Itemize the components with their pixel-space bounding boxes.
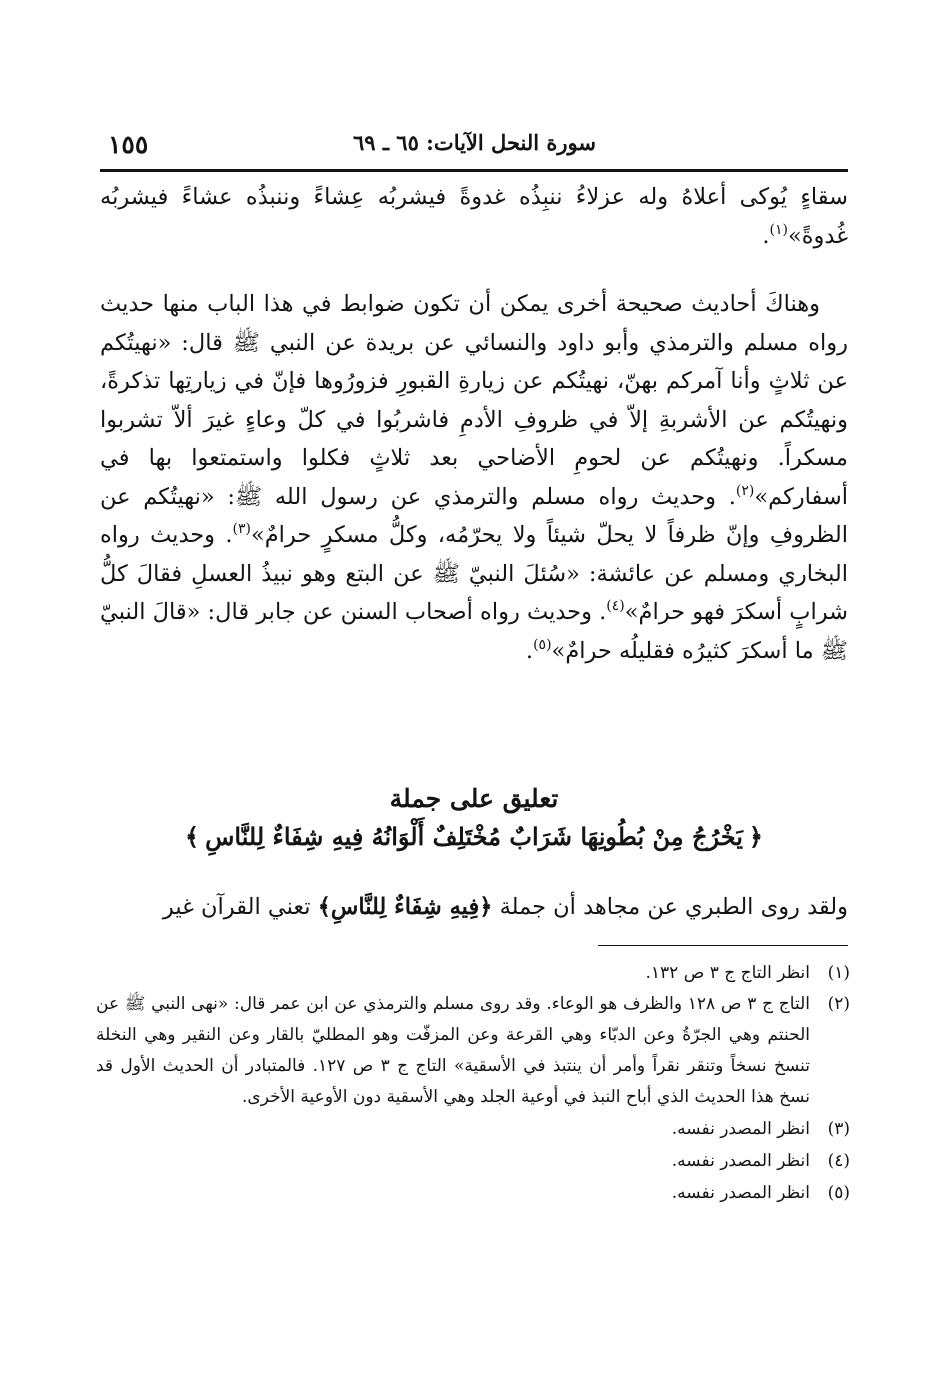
header-rule xyxy=(100,169,848,172)
footnote-3 xyxy=(96,1114,850,1145)
verse-text: يَخْرُجُ مِنْ بُطُونِهَا شَرَابٌ مُخْتَلِفٌ أَلْوَانُهُ فِيهِ شِفَاءٌ لِلنَّاسِ xyxy=(205,822,743,851)
paragraph-2-mid-1: . وحديث رواه مسلم والترمذي عن رسول الله ﷺ: «نهيتُكم عن الظروفِ وإنّ ظرفاً لا يحلّ شيئاً ولا يحرّمُه، وكلُّ مسكرٍ حرامٌ» xyxy=(100,483,848,548)
footnote-text: انظر المصدر نفسه. xyxy=(671,1151,810,1171)
footnote-number: (٤) xyxy=(827,1151,850,1171)
footnote-ref-5[interactable]: (٥) xyxy=(533,636,552,653)
footnote-text: التاج ج ٣ ص ١٢٨ والظرف هو الوعاء. وقد روى مسلم والترمذي عن ابن عمر قال: «نهى النبي ﷺ عن الحنتم وهي الجرّةُ وعن الدبّاء وهي القرعة وعن المزفّت وهو المطليّ بالقار وعن النقير وهي النخلة تنسخ نسخاً وتنقر نقراً وأمر أن ينتبذ في الأسقية» التاج ج ٣ ص ١٢٧. فالمتبادر أن الحديث الأول قد نسخ هذا الحديث الذي أباح النبذ في أوعية الجلد وهي الأسقية دون الأوعية الأخرى. xyxy=(96,994,810,1107)
paragraph-2 xyxy=(100,285,848,670)
paragraph-1-text: سقاءٍ يُوكى أعلاهُ وله عزلاءُ ننبِذُه غدوةً فيشربُه عِشاءً وننبذُه عشاءً فيشربُه غُدوةً» xyxy=(100,184,848,249)
paragraph-2-mid-2: . وحديث رواه البخاري ومسلم عن عائشة: «سُئلَ النبيّ ﷺ عن البتع وهو نبيذُ العسلِ فقالَ كلُّ شرابٍ أسكرَ فهو حرامٌ» xyxy=(100,522,849,625)
footnote-ref-3[interactable]: (٣) xyxy=(232,521,251,537)
section-paragraph-end: تعني القرآن غير xyxy=(162,894,311,920)
footnote-number: (٢) xyxy=(827,994,850,1014)
footnote-number: (٣) xyxy=(827,1119,850,1139)
footnotes xyxy=(96,958,850,1209)
body-text xyxy=(100,178,848,700)
section-title: تعليق على جملة xyxy=(389,784,559,813)
quran-bracket-close: ﴾ xyxy=(185,822,200,851)
running-header xyxy=(100,126,848,166)
paragraph-1-end: . xyxy=(762,222,770,249)
section-paragraph-quote: ﴿فِيهِ شِفَاءٌ لِلنَّاسِ﴾ xyxy=(317,894,493,920)
footnote-number: (٥) xyxy=(827,1183,850,1203)
footnote-text: انظر المصدر نفسه. xyxy=(671,1119,810,1139)
verse-line xyxy=(100,822,848,851)
footnote-4 xyxy=(96,1146,850,1177)
paragraph-2-mid-3: . وحديث رواه أصحاب السنن عن جابر قال: «قالَ النبيّ ﷺ ما أسكرَ كثيرُه فقليلُه حرامٌ» xyxy=(100,599,848,664)
footnote-5 xyxy=(96,1178,850,1209)
footnote-text: انظر المصدر نفسه. xyxy=(671,1183,810,1203)
paragraph-1 xyxy=(100,178,848,255)
paragraph-2-end: . xyxy=(525,637,534,664)
section-paragraph-start: ولقد روى الطبري عن مجاهد أن جملة xyxy=(499,894,848,920)
footnote-1 xyxy=(96,958,850,989)
section-paragraph xyxy=(100,888,848,926)
footnote-rule xyxy=(598,945,848,946)
paragraph-2-lead: وهناكَ أحاديث صحيحة أخرى يمكن أن تكون ضوابط في هذا الباب منها حديث رواه مسلم والترمذي وأبو داود والنسائي عن بريدة عن النبي ﷺ قال: «نهيتُكم عن ثلاثٍ وأنا آمركم بهنّ، نهيتُكم عن زيارةِ القبورِ فزورُوها فإنّ في زيارتِها تذكرةً، ونهيتُكم عن الأشربةِ إلاّ في ظروفِ الأدمِ فاشربُوا في كلّ وعاءٍ غيرَ ألاّ تشربوا مسكراً. ونهيتُكم عن لحومِ الأضاحي بعد ثلاثٍ فكلوا واستمتعوا بها في أسفاركم» xyxy=(100,291,848,510)
quran-bracket-open: ﴿ xyxy=(748,822,763,851)
footnote-number: (١) xyxy=(827,963,850,983)
footnote-2 xyxy=(96,989,850,1113)
running-title: سورة النحل الآيات: ٦٥ ـ ٦٩ xyxy=(352,130,596,155)
footnote-ref-4[interactable]: (٤) xyxy=(606,598,625,614)
footnote-ref-2[interactable]: (٢) xyxy=(735,482,755,499)
footnote-ref-1[interactable]: (١) xyxy=(769,221,788,238)
footnote-text: انظر التاج ج ٣ ص ١٣٢. xyxy=(645,963,810,983)
page-number: ١٥٥ xyxy=(108,130,149,159)
